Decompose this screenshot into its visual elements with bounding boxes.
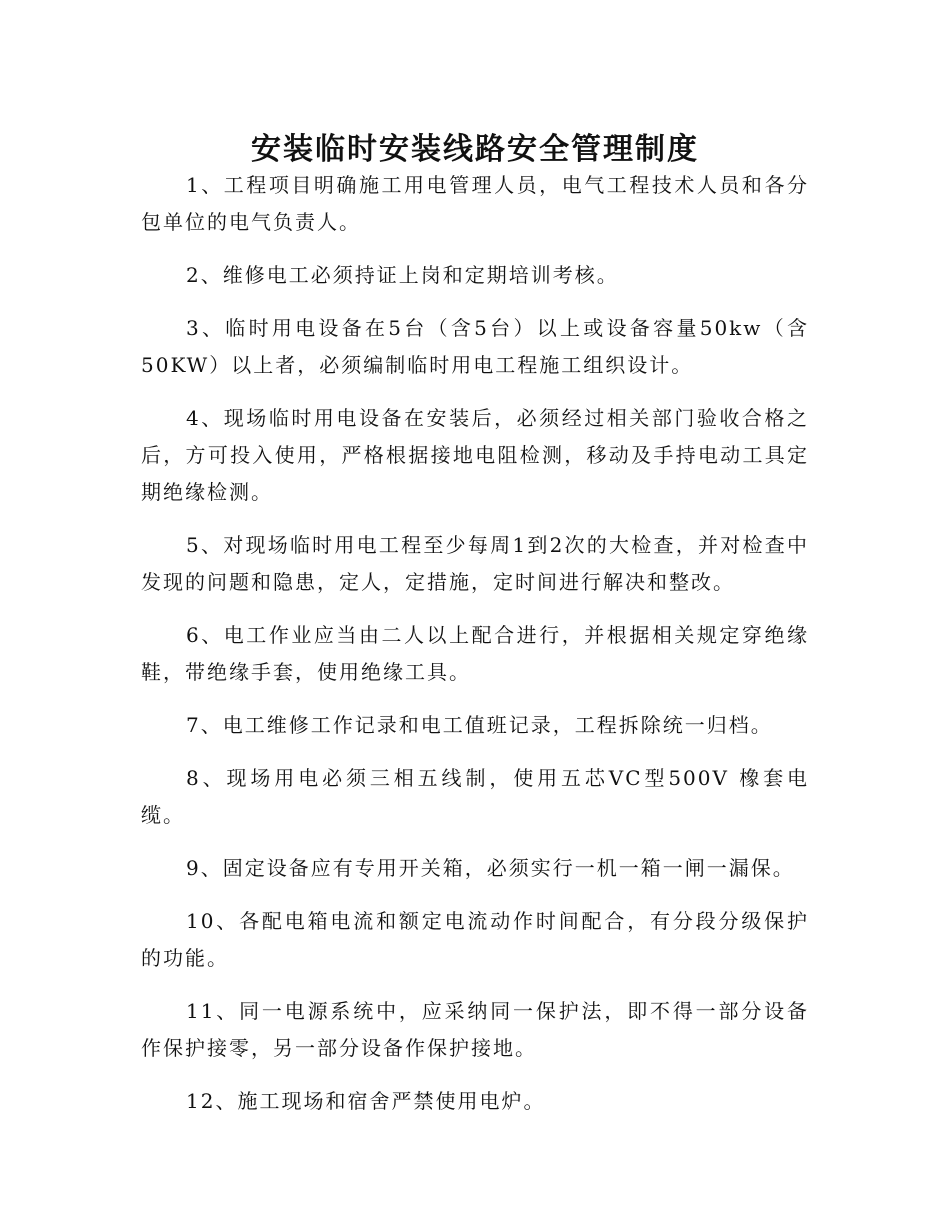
paragraph-12: 12、施工现场和宿舍严禁使用电炉。 [186, 1089, 546, 1113]
paragraph-3: 3、临时用电设备在5台（含5台）以上或设备容量50kw（含50KW）以上者，必须编制临时用电工程施工组织设计。 [141, 316, 809, 377]
page-title: 安装临时安装线路安全管理制度 [251, 132, 699, 168]
paragraph-1: 1、工程项目明确施工用电管理人员，电气工程技术人员和各分包单位的电气负责人。 [141, 173, 809, 234]
paragraph-11: 11、同一电源系统中，应采纳同一保护法，即不得一部分设备作保护接零，另一部分设备作保护接地。 [141, 999, 809, 1060]
paragraph-5: 5、对现场临时用电工程至少每周1到2次的大检查，并对检查中发现的问题和隐患，定人，定措施，定时间进行解决和整改。 [141, 533, 809, 594]
paragraph-7: 7、电工维修工作记录和电工值班记录，工程拆除统一归档。 [186, 713, 773, 737]
paragraph-9: 9、固定设备应有专用开关箱，必须实行一机一箱一闸一漏保。 [186, 856, 795, 880]
paragraph-2: 2、维修电工必须持证上岗和定期培训考核。 [186, 263, 619, 287]
paragraph-8: 8、现场用电必须三相五线制，使用五芯VC型500V 橡套电缆。 [141, 766, 809, 827]
paragraph-4: 4、现场临时用电设备在安装后，必须经过相关部门验收合格之后，方可投入使用，严格根据接地电阻检测，移动及手持电动工具定期绝缘检测。 [141, 406, 809, 504]
document-body [141, 167, 809, 1136]
paragraph-6: 6、电工作业应当由二人以上配合进行，并根据相关规定穿绝缘鞋，带绝缘手套，使用绝缘工具。 [141, 623, 809, 684]
paragraph-10: 10、各配电箱电流和额定电流动作时间配合，有分段分级保护的功能。 [141, 909, 809, 970]
